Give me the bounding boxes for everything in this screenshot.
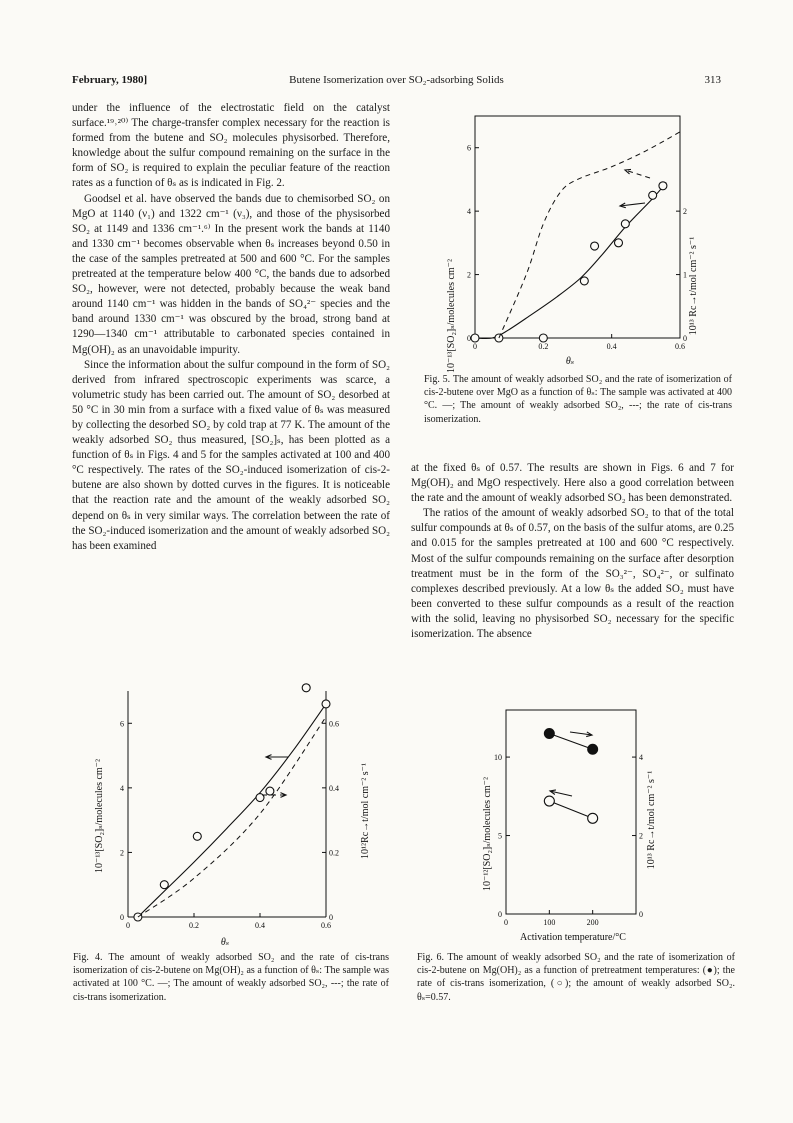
data-point — [588, 813, 598, 823]
y-tick-label-right: 0.2 — [329, 848, 339, 858]
y-tick-label-left: 4 — [467, 207, 471, 217]
y-tick-label-right: 1 — [683, 270, 687, 280]
y-tick-label-right: 0 — [329, 913, 333, 922]
x-tick-label: 0.4 — [606, 342, 617, 351]
plot-frame — [506, 710, 636, 914]
fig4-ylabel-right: 10¹²Rc→t/mol cm⁻² s⁻¹ — [360, 763, 371, 859]
fig4-xlabel: θₛ — [220, 937, 230, 948]
y-tick-label-right: 0.6 — [329, 719, 339, 729]
data-point — [539, 334, 547, 342]
paragraph: at the fixed θₛ of 0.57. The results are shown in Figs. 6 and 7 for Mg(OH)₂ and MgO respectively. Here also a good correlation between the rate and the amount of weakly adsorbed SO₂ has been demonstrated. — [411, 462, 734, 505]
fig6-xlabel: Activation temperature/°C — [520, 932, 626, 943]
fig4-plot — [120, 684, 339, 930]
fig5-ylabel-right: 10¹³ Rc→t/mol cm⁻² s⁻¹ — [688, 236, 699, 336]
fig6-ylabel-right: 10¹³ Rc→t/mol cm⁻² s⁻¹ — [646, 770, 657, 870]
x-tick-label: 0 — [504, 918, 508, 927]
fig6-caption: Fig. 6. The amount of weakly adsorbed SO₂ and the rate of isomerization of cis-2-butene on Mg(OH)₂ as a function of pretreatment temperatures: (●); the rate of cis-trans isomerization, (○); the amount of weakly adsorbed SO₂. θₛ=0.57. — [417, 952, 735, 1003]
body-text-right — [411, 461, 734, 642]
fig4-chart — [90, 683, 380, 958]
y-tick-label-right: 4 — [639, 753, 643, 763]
fig6-plot — [494, 710, 643, 927]
data-point — [649, 191, 657, 199]
data-point — [495, 334, 503, 342]
page-number: 313 — [704, 74, 721, 86]
x-tick-label: 100 — [543, 918, 556, 927]
data-point — [134, 913, 142, 921]
data-point — [615, 239, 623, 247]
fig5-xlabel: θₛ — [565, 356, 575, 367]
y-tick-label-left: 2 — [467, 270, 471, 280]
fig5-caption: Fig. 5. The amount of weakly adsorbed SO₂ and the rate of isomerization of cis-2-butene over MgO as a function of θₛ: The sample was activated at 400 °C. —; The amount of weakly adsorbed SO₂, ---; the rate of cis-trans isomerization. — [424, 374, 732, 425]
data-point — [588, 744, 598, 754]
y-tick-label-left: 0 — [120, 913, 124, 922]
y-tick-label-left: 0 — [467, 334, 471, 343]
paragraph: The ratios of the amount of weakly adsorbed SO₂ to that of the total sulfur compounds at θₛ of 0.57, on the basis of the sulfur atoms, are 0.25 and 0.015 for the samples pretreated at 100 and 600 °C respectively. Most of the sulfur compounds remaining on the surface after desorption treatment must be in the form of the SO₃²⁻, SO₄²⁻, or sulfinato complexes described previously. At a low θₛ the added SO₂ must have been converted to these sulfur compounds as a result of the reaction with the solid, leaving no physisorbed SO₂ necessary for the specific isomerization. The absence — [411, 507, 734, 641]
data-point — [160, 881, 168, 889]
x-tick-label: 0.2 — [538, 342, 549, 351]
data-point — [544, 796, 554, 806]
y-tick-label-right: 0 — [639, 910, 643, 919]
x-tick-label: 0 — [126, 921, 130, 930]
y-tick-label-right: 2 — [683, 207, 687, 217]
y-tick-label-left: 0 — [498, 910, 502, 919]
x-tick-label: 0.4 — [255, 921, 265, 930]
fig4-caption: Fig. 4. The amount of weakly adsorbed SO₂ and the rate of cis-trans isomerization of cis-2-butene on Mg(OH)₂ as a function of θₛ: The sample was activated at 100 °C. —; The amount of weakly adsorbed SO₂, ---; the rate of cis-trans isomerization. — [73, 952, 389, 1003]
fig6-ylabel-left: 10⁻¹²[SO₂]ₛ/molecules cm⁻² — [482, 777, 493, 891]
x-tick-label: 0 — [473, 342, 477, 351]
page-header — [72, 74, 721, 90]
fig6-chart — [470, 710, 720, 980]
series-arrow — [625, 170, 650, 178]
y-tick-label-left: 6 — [467, 143, 471, 153]
y-tick-label-right: 2 — [639, 831, 643, 841]
series-line — [549, 734, 592, 750]
y-tick-label-left: 5 — [498, 831, 502, 841]
y-tick-label-left: 2 — [120, 848, 124, 858]
data-point — [193, 832, 201, 840]
series-solid-line — [475, 183, 666, 339]
fig5-ylabel-left: 10⁻¹³[SO₂]ₛ/molecules cm⁻² — [446, 259, 457, 373]
data-point — [471, 334, 479, 342]
fig5-chart — [440, 108, 700, 378]
data-point — [322, 700, 330, 708]
y-tick-label-right: 0 — [683, 334, 687, 343]
data-point — [544, 729, 554, 739]
body-text-left — [72, 101, 390, 554]
y-tick-label-left: 6 — [120, 719, 124, 729]
paragraph: under the influence of the electrostatic field on the catalyst surface.¹⁹˒²⁰⁾ The charge-transfer complex necessary for the reaction is formed from the butene and SO₂ molecules physisorbed. Therefore, knowledge about the sulfur compound remaining on the surface in the form of SO₂ is required to explain the peculiar feature of the reaction rates as a function of θₛ as is indicated in Fig. 2. — [72, 102, 390, 190]
series-line — [549, 801, 592, 818]
data-point — [591, 242, 599, 250]
data-point — [580, 277, 588, 285]
x-tick-label: 0.6 — [321, 921, 331, 930]
x-tick-label: 0.2 — [189, 921, 199, 930]
fig4-ylabel-left: 10⁻¹³[SO₂]ₛ/molecules cm⁻² — [94, 759, 105, 873]
data-point — [659, 182, 667, 190]
y-tick-label-left: 10 — [494, 753, 502, 763]
data-point — [621, 220, 629, 228]
data-point — [302, 684, 310, 692]
paragraph: Goodsel et al. have observed the bands due to chemisorbed SO₂ on MgO at 1140 (ν₁) and 1322 cm⁻¹ (ν₃), and those of the physisorbed SO₂ at 1149 and 1336 cm⁻¹.⁶⁾ In the present work the bands at 1140 and 1330 cm⁻¹ becomes observable when θₛ increases beyond 0.50 in the case of the samples pretreated at 500 and 600 °C. For the samples pretreated at the temperature below 400 °C, the bands due to adsorbed SO₂, however, were not detected, probably because the weak band around 1140 cm⁻¹ was hidden in the bands of SO₄²⁻ species and the band around 1330 cm⁻¹ was obscured by the broad, strong band at 1290—1340 cm⁻¹ attributable to carbonated species contained in Mg(OH)₂ as an unavoidable impurity. — [72, 192, 390, 356]
data-point — [266, 787, 274, 795]
paragraph: Since the information about the sulfur compound in the form of SO₂ derived from infrared spectroscopic experiments was scarce, a volumetric study has been carried out. The amount of SO₂ desorbed at 50 °C in 30 min from a surface with a fixed value of θₛ was measured by collecting the desorbed SO₂ by cold trap at 77 K. The amount of the weakly adsorbed SO₂ thus measured, [SO₂]ₛ, has been plotted as a function of θₛ in Figs. 4 and 5 for the samples activated at 100 and 400 °C respectively. The rates of the SO₂-induced isomerization of cis-2-butene are also shown by dotted curves in the figures. It is noticeable that the reaction rate and the amount of the weakly adsorbed SO₂ depend on θₛ in very similar ways. The correlation between the rate of the SO₂-induced isomerization and the amount of weakly adsorbed SO₂ has been examined — [72, 358, 390, 552]
plot-frame — [475, 116, 680, 338]
header-date: February, 1980] — [72, 74, 148, 86]
header-title: Butene Isomerization over SO₂-adsorbing Solids — [289, 74, 504, 86]
series-dashed-line — [499, 132, 680, 338]
x-tick-label: 0.6 — [675, 342, 685, 351]
x-tick-label: 200 — [586, 918, 599, 927]
fig5-plot — [467, 116, 687, 351]
y-tick-label-left: 4 — [120, 783, 124, 793]
y-tick-label-right: 0.4 — [329, 783, 339, 793]
